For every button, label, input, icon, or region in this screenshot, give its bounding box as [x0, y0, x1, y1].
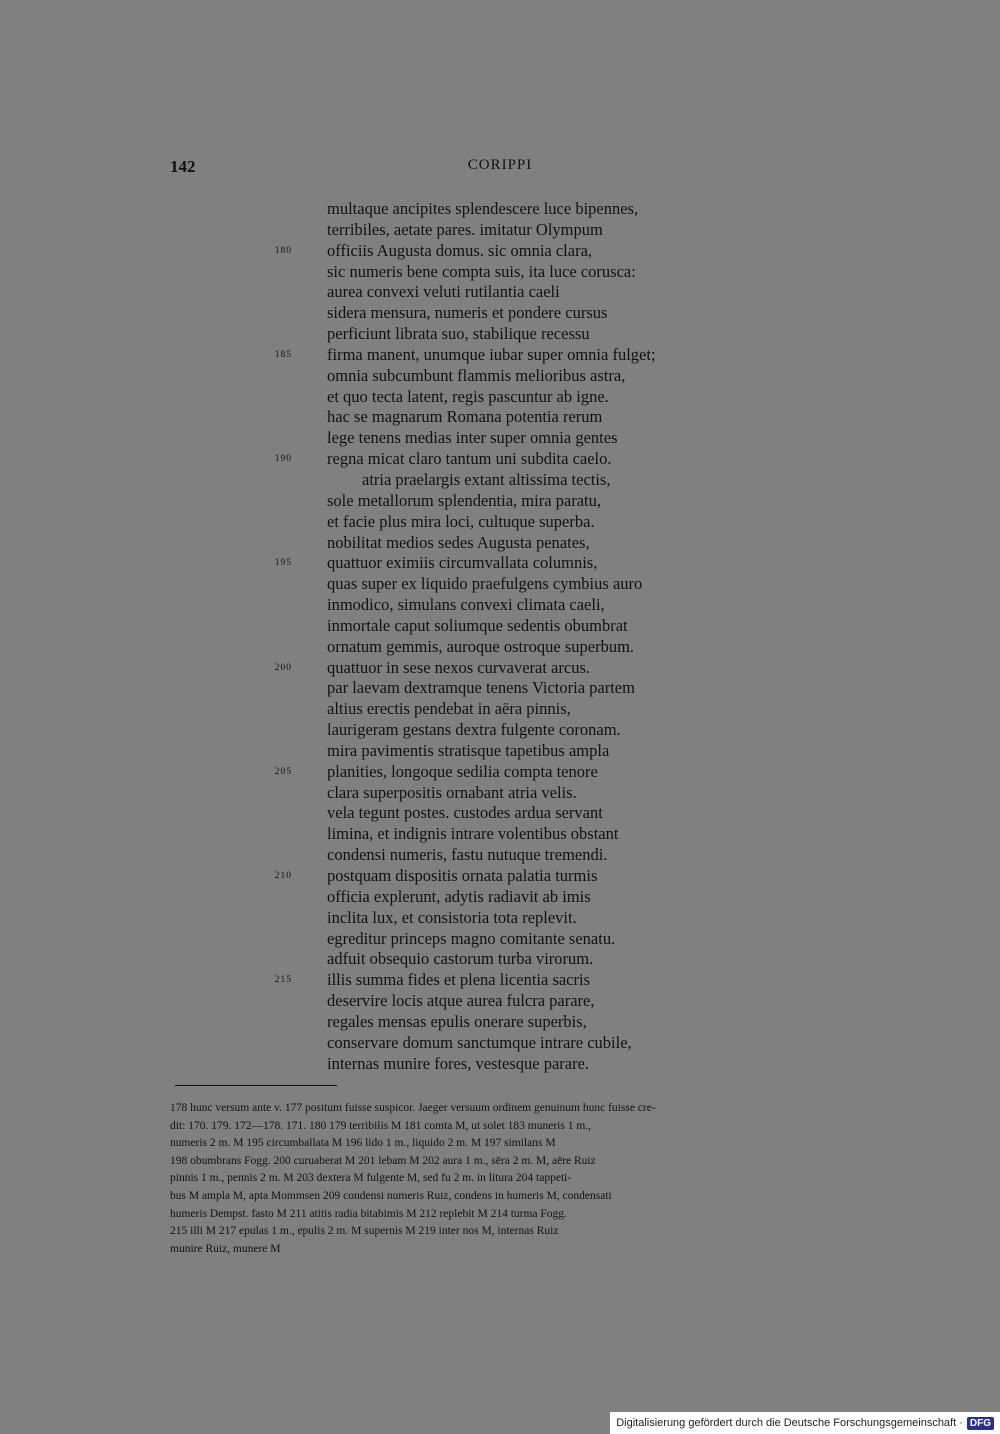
verse-text: limina, et indignis intrare volentibus obstant — [327, 824, 619, 844]
verse-line — [0, 637, 1000, 658]
verse-line — [0, 741, 1000, 762]
verse-line — [0, 887, 1000, 908]
verse-block — [0, 199, 1000, 1074]
footnote-line: humeris Dempst. fasto M 211 atitis radia bitabimis M 212 replebit M 214 turma Fogg. — [170, 1207, 567, 1220]
verse-text: terribiles, aetate pares. imitatur Olympum — [327, 219, 603, 239]
verse-line — [0, 512, 1000, 533]
verse-line — [0, 595, 1000, 616]
verse-line — [0, 658, 1000, 679]
verse-number: 200 — [274, 662, 292, 673]
footnote-line: bus M ampla M, apta Mommsen 209 condensi numeris Ruiz, condens in humeris M, condensati — [170, 1189, 612, 1202]
verse-text: conservare domum sanctumque intrare cubile, — [327, 1032, 632, 1052]
dfg-footer — [610, 1412, 1000, 1434]
verse-line — [0, 262, 1000, 283]
verse-text: quattuor in sese nexos curvaverat arcus. — [327, 657, 590, 677]
verse-text: clara superpositis ornabant atria velis. — [327, 782, 577, 802]
verse-line — [0, 616, 1000, 637]
verse-text: et facie plus mira loci, cultuque superba. — [327, 511, 595, 531]
verse-number: 195 — [274, 558, 292, 569]
verse-line — [0, 387, 1000, 408]
verse-line — [0, 1054, 1000, 1075]
verse-number: 180 — [274, 245, 292, 256]
verse-text: regales mensas epulis onerare superbis, — [327, 1011, 587, 1031]
verse-text: aurea convexi veluti rutilantia caeli — [327, 282, 560, 302]
verse-line — [0, 803, 1000, 824]
verse-line — [0, 908, 1000, 929]
verse-line — [0, 1012, 1000, 1033]
footnote-line: 178 hunc versum ante v. 177 positum fuisse suspicor. Jaeger versuum ordinem genuinum hunc fuisse cre- — [170, 1102, 656, 1114]
verse-text: postquam dispositis ornata palatia turmis — [327, 866, 598, 885]
verse-line — [0, 1033, 1000, 1054]
verse-text: nobilitat medios sedes Augusta penates, — [327, 532, 590, 552]
verse-line — [0, 241, 1000, 262]
running-head: CORIPPI — [467, 157, 533, 173]
verse-text: inclita lux, et consistoria tota replevit. — [327, 907, 577, 927]
verse-line — [0, 866, 1000, 887]
verse-text: laurigeram gestans dextra fulgente coronam. — [327, 720, 621, 740]
verse-line — [0, 824, 1000, 845]
verse-text: officiis Augusta domus. sic omnia clara, — [327, 240, 593, 260]
verse-line — [0, 970, 1000, 991]
verse-line — [0, 407, 1000, 428]
verse-text: regna micat claro tantum uni subdita caelo. — [327, 449, 612, 469]
verse-number: 185 — [274, 349, 292, 360]
verse-line — [0, 324, 1000, 345]
verse-line — [0, 720, 1000, 741]
verse-number: 215 — [274, 975, 292, 986]
verse-text: par laevam dextramque tenens Victoria partem — [327, 678, 635, 698]
verse-line — [0, 491, 1000, 512]
verse-line — [0, 574, 1000, 595]
verse-text: perficiunt librata suo, stabilique recessu — [327, 324, 590, 344]
verse-line — [0, 533, 1000, 554]
dfg-logo: DFG — [967, 1417, 994, 1430]
verse-line — [0, 282, 1000, 303]
verse-text: internas munire fores, vestesque parare. — [327, 1053, 590, 1073]
verse-text: inmodico, simulans convexi climata caeli, — [327, 595, 605, 615]
verse-text: hac se magnarum Romana potentia rerum — [327, 407, 603, 427]
verse-text: adfuit obsequio castorum turba virorum. — [327, 949, 594, 969]
footnote-line: 215 illi M 217 epulas 1 m., epulis 2 m. M supernis M 219 inter nos M, internas Ruiz — [170, 1225, 559, 1238]
verse-text: illis summa fides et plena licentia sacris — [327, 970, 591, 990]
verse-line — [0, 783, 1000, 804]
footnote-line: munire Ruiz, munere M — [170, 1242, 281, 1255]
page-number: 142 — [170, 157, 196, 176]
verse-line — [0, 762, 1000, 783]
verse-text: sole metallorum splendentia, mira paratu, — [327, 490, 601, 510]
verse-text: condensi numeris, fastu nutuque tremendi. — [327, 845, 608, 865]
footer-text: Digitalisierung gefördert durch die Deutsche Forschungsgemeinschaft · — [616, 1417, 963, 1429]
verse-line — [0, 929, 1000, 950]
verse-number: 205 — [274, 766, 292, 777]
verse-number: 190 — [274, 454, 292, 465]
verse-text: sidera mensura, numeris et pondere cursus — [327, 303, 608, 323]
verse-text: lege tenens medias inter super omnia gentes — [327, 428, 618, 448]
footnote-line: pinnis 1 m., pennis 2 m. M 203 dextera M fulgente M, sed fu 2 m. in litura 204 tappeti- — [170, 1172, 572, 1185]
verse-line — [0, 303, 1000, 324]
footnote-rule — [175, 1085, 337, 1086]
verse-text: firma manent, unumque iubar super omnia fulget; — [327, 344, 656, 364]
verse-number: 210 — [274, 871, 292, 881]
verse-line — [0, 553, 1000, 574]
verse-line — [0, 949, 1000, 970]
footnote-line: 198 obumbrans Fogg. 200 curuaberat M 201 lebam M 202 aura 1 m., sēra 2 m. M, aēre Ruiz — [170, 1154, 596, 1167]
verse-text: inmortale caput soliumque sedentis obumbrat — [327, 615, 628, 635]
verse-line — [0, 449, 1000, 470]
verse-text: quas super ex liquido praefulgens cymbius auro — [327, 574, 643, 594]
verse-line — [0, 470, 1000, 491]
verse-text: deservire locis atque aurea fulcra parare, — [327, 991, 595, 1011]
verse-line — [0, 845, 1000, 866]
verse-line — [0, 428, 1000, 449]
footnotes — [170, 1100, 832, 1258]
footnote-line: numeris 2 m. M 195 circumballata M 196 lido 1 m., liquido 2 m. M 197 similans M — [170, 1137, 556, 1150]
footnote-line: dit: 170. 179. 172—178. 171. 180 179 terribilis M 181 comta M, ut solet 183 muneris 1 m., — [170, 1119, 592, 1132]
verse-line — [0, 678, 1000, 699]
verse-text: vela tegunt postes. custodes ardua servant — [327, 803, 603, 823]
verse-text: omnia subcumbunt flammis melioribus astra, — [327, 365, 626, 385]
verse-text: planities, longoque sedilia compta tenore — [327, 761, 598, 781]
verse-text: altius erectis pendebat in aëra pinnis, — [327, 699, 571, 719]
verse-line — [0, 991, 1000, 1012]
verse-line — [0, 345, 1000, 366]
verse-text: multaque ancipites splendescere luce bipennes, — [327, 199, 639, 218]
verse-line — [0, 199, 1000, 220]
verse-text: officia explerunt, adytis radiavit ab imis — [327, 886, 591, 906]
verse-text: mira pavimentis stratisque tapetibus ampla — [327, 740, 610, 760]
verse-text: et quo tecta latent, regis pascuntur ab igne. — [327, 386, 609, 406]
verse-line — [0, 699, 1000, 720]
verse-text: egreditur princeps magno comitante senatu. — [327, 928, 616, 948]
verse-text: sic numeris bene compta suis, ita luce corusca: — [327, 261, 636, 281]
verse-text: quattuor eximiis circumvallata columnis, — [327, 553, 598, 573]
verse-line — [0, 220, 1000, 241]
verse-line — [0, 366, 1000, 387]
verse-text: atria praelargis extant altissima tectis, — [362, 469, 611, 489]
verse-text: ornatum gemmis, auroque ostroque superbum. — [327, 636, 635, 656]
